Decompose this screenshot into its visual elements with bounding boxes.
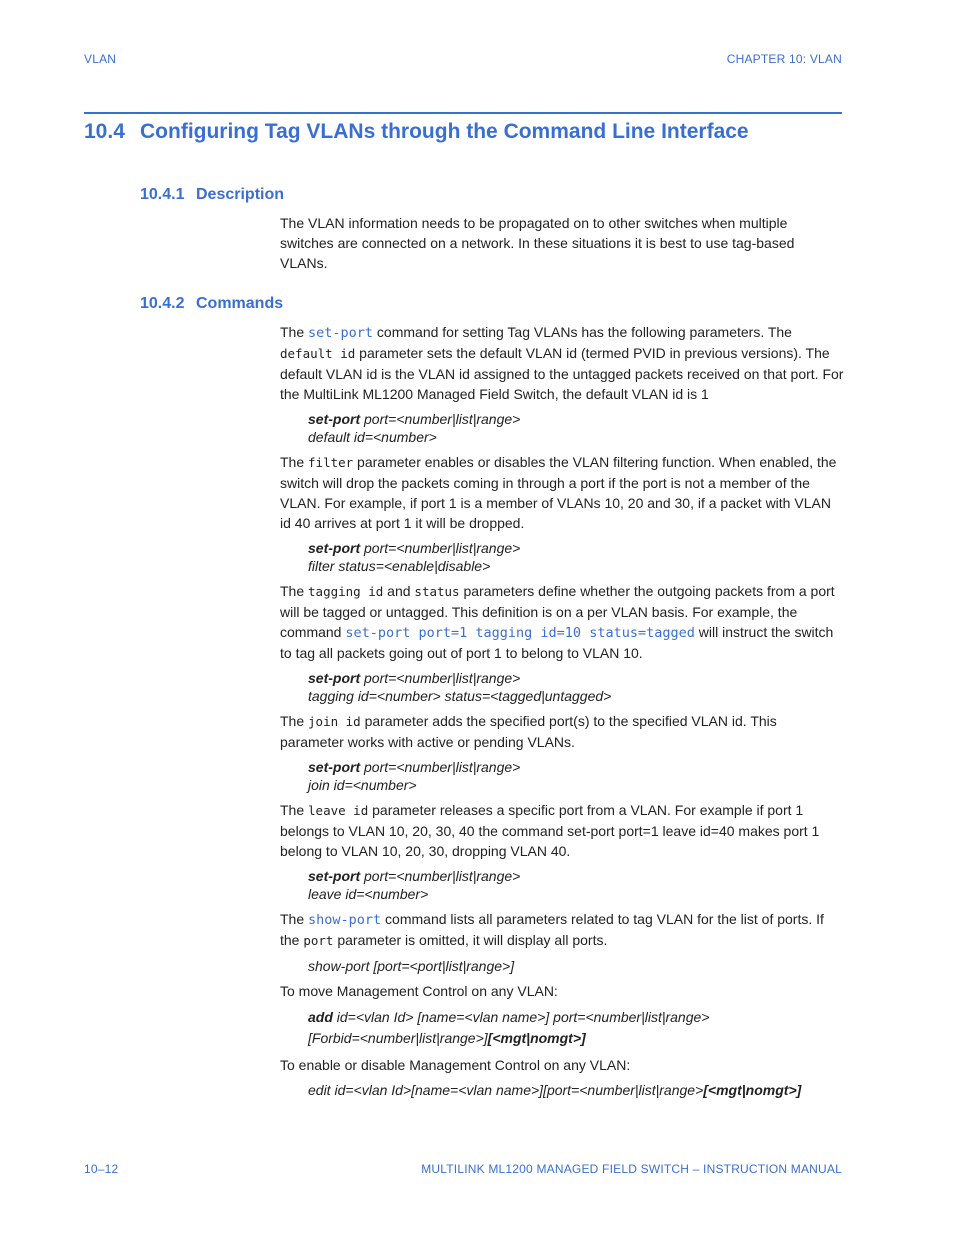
section-rule bbox=[84, 112, 842, 114]
syntax-join: set-port port=<number|list|range> join id=<number> bbox=[308, 759, 521, 793]
running-footer-title: MULTILINK ML1200 MANAGED FIELD SWITCH – INSTRUCTION MANUAL bbox=[421, 1162, 842, 1176]
code-filter: filter bbox=[308, 455, 354, 470]
syntax-filter: set-port port=<number|list|range> filter status=<enable|disable> bbox=[308, 540, 521, 574]
section-heading bbox=[84, 120, 842, 144]
description-paragraph: The VLAN information needs to be propagated on to other switches when multiple switches are connected on a network. In these situations it is best to use tag-based VLANs. bbox=[280, 215, 795, 271]
subsection-heading-commands bbox=[140, 295, 283, 313]
paragraph-show-port: The show-port command lists all parameters related to tag VLAN for the list of ports. If the port parameter is omitted, it will display all ports. bbox=[280, 911, 824, 948]
page-number: 10–12 bbox=[84, 1162, 119, 1176]
paragraph-leave: The leave id parameter releases a specific port from a VLAN. For example if port 1 belongs to VLAN 10, 20, 30, 40 the command set-port port=1 leave id=40 makes port 1 belong to VLAN 10, 20, 30, dropping VLAN 40. bbox=[280, 802, 820, 859]
running-header-right: CHAPTER 10: VLAN bbox=[726, 52, 842, 66]
syntax-tagging: set-port port=<number|list|range> tagging id=<number> status=<tagged|untagged> bbox=[308, 670, 612, 704]
set-port-link[interactable]: set-port bbox=[308, 325, 374, 341]
syntax-default-id: set-port port=<number|list|range> default id=<number> bbox=[308, 411, 521, 445]
syntax-leave: set-port port=<number|list|range> leave id=<number> bbox=[308, 868, 521, 902]
paragraph-move-mgmt: To move Management Control on any VLAN: bbox=[280, 983, 558, 999]
code-status: status bbox=[414, 584, 460, 599]
code-default-id: default id bbox=[280, 346, 356, 361]
subsection-number: 10.4.1 bbox=[140, 186, 185, 203]
subsection-title: Description bbox=[196, 186, 285, 203]
paragraph-set-port: The set-port command for setting Tag VLANs has the following parameters. The default id parameter sets the default VLAN id (termed PVID in previous versions). The default VLAN id is the VLAN id assigned to the untagged packets received on that port. For the MultiLink ML1200 Managed Field Switch, the default VLAN id is 1 bbox=[280, 324, 844, 402]
paragraph-enable-mgmt: To enable or disable Management Control on any VLAN: bbox=[280, 1057, 631, 1073]
subsection-number: 10.4.2 bbox=[140, 295, 185, 312]
commands-body bbox=[280, 322, 844, 1105]
description-body bbox=[280, 213, 844, 279]
subsection-heading-description bbox=[140, 186, 284, 204]
code-leave-id: leave id bbox=[308, 803, 369, 818]
paragraph-tagging: The tagging id and status parameters define whether the outgoing packets from a port will be tagged or untagged. This definition is on a per VLAN basis. For example, the command set-port port=1 tagging id=10 status=tagged will instruct the switch to tag all packets going out of port 1 to belong to VLAN 10. bbox=[280, 583, 835, 661]
syntax-add: add id=<vlan Id> [name=<vlan name>] port=<number|list|range> [Forbid=<number|list|range>][<mgt|nomgt>] bbox=[308, 1009, 710, 1046]
paragraph-join: The join id parameter adds the specified port(s) to the specified VLAN id. This parameter works with active or pending VLANs. bbox=[280, 713, 777, 750]
tagging-example-link[interactable]: set-port port=1 tagging id=10 status=tagged bbox=[345, 625, 695, 641]
show-port-link[interactable]: show-port bbox=[308, 912, 382, 928]
syntax-edit: edit id=<vlan Id>[name=<vlan name>][port=<number|list|range>[<mgt|nomgt>] bbox=[308, 1082, 802, 1098]
code-tagging-id: tagging id bbox=[308, 584, 384, 599]
syntax-show-port: show-port [port=<port|list|range>] bbox=[308, 958, 515, 974]
section-title: Configuring Tag VLANs through the Command Line Interface bbox=[140, 120, 749, 143]
code-join-id: join id bbox=[308, 714, 361, 729]
paragraph-filter: The filter parameter enables or disables the VLAN filtering function. When enabled, the switch will drop the packets coming in through a port if the port is not a member of the VLAN. For example, if port 1 is a member of VLANs 10, 20 and 30, if a packet with VLAN id 40 arrives at port 1 it will be dropped. bbox=[280, 454, 837, 531]
section-number: 10.4 bbox=[84, 120, 125, 143]
code-port: port bbox=[303, 933, 334, 948]
subsection-title: Commands bbox=[196, 295, 284, 312]
running-header-left: VLAN bbox=[84, 52, 117, 66]
